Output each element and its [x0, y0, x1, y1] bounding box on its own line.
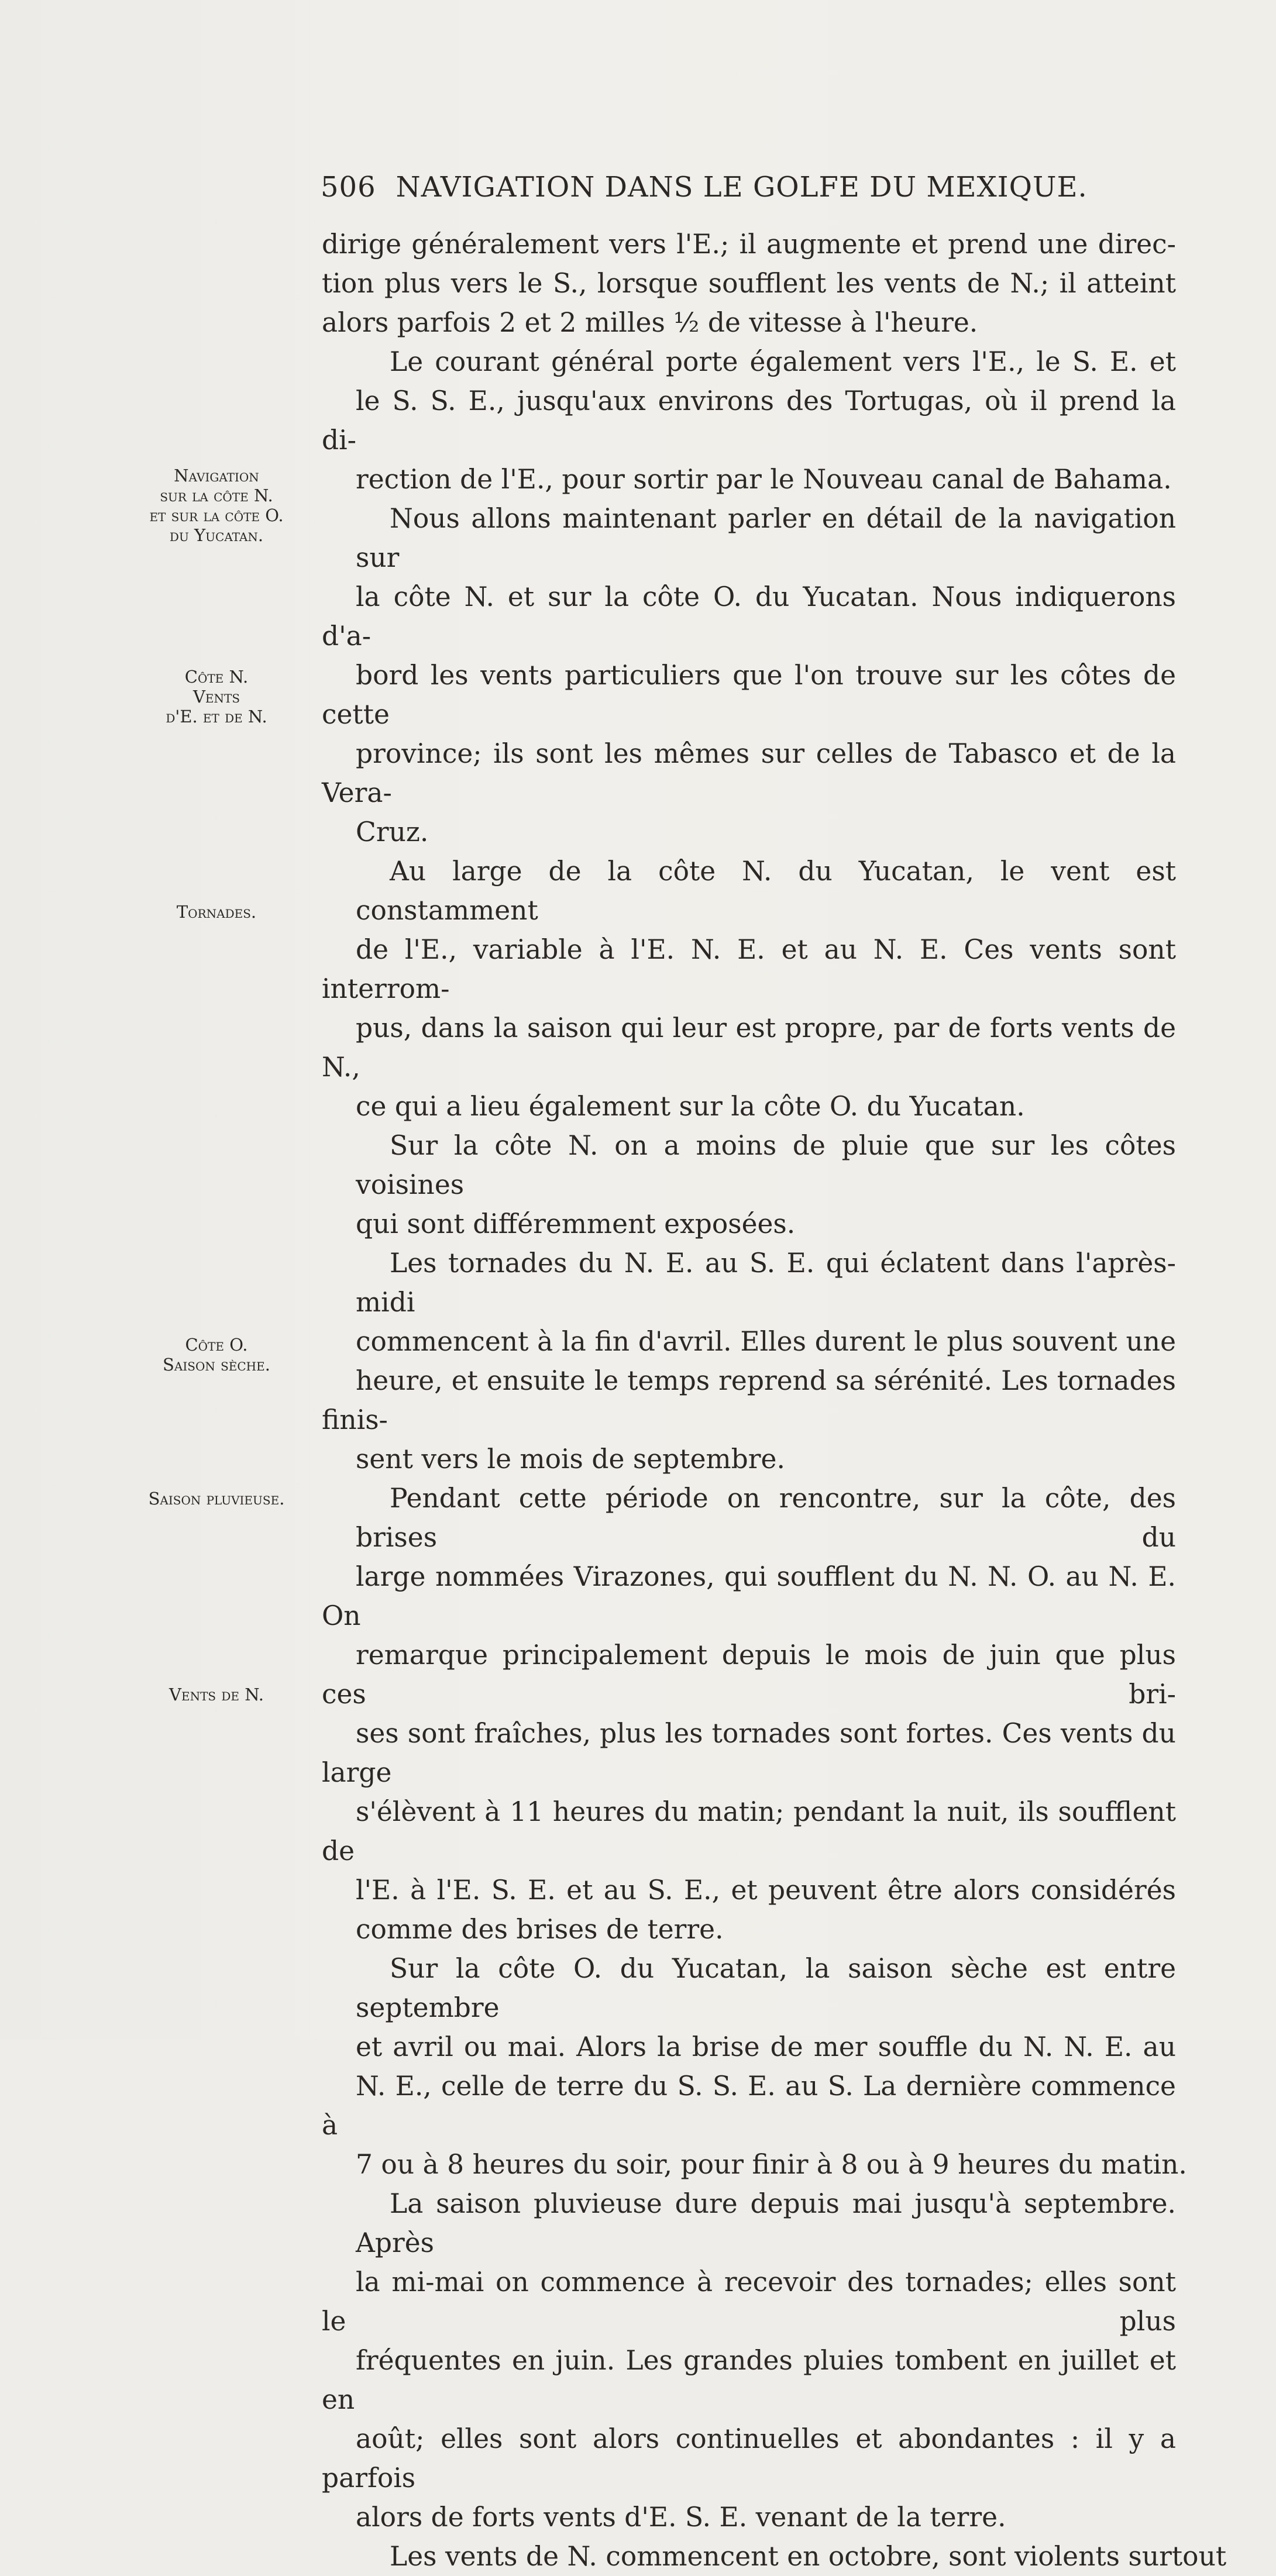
running-title: NAVIGATION DANS LE GOLFE DU MEXIQUE. [395, 171, 1088, 204]
text-line: ce qui a lieu également sur la côte O. du Yucatan. [356, 1091, 1025, 1122]
text-line: tion plus vers le S., lorsque soufflent les vents de N.; il atteint [322, 268, 1176, 299]
margin-note-line: Vents [192, 687, 240, 707]
text-line: remarque principalement depuis le mois de juin que plus ces bri- [322, 1640, 1176, 1710]
margin-note-cote-n [117, 667, 316, 726]
margin-note-line: Saison pluvieuse. [148, 1489, 285, 1509]
text-line: Le courant général porte également vers l'E., le S. E. et [390, 346, 1176, 377]
body-text [322, 225, 1227, 2576]
running-header [321, 171, 1175, 204]
text-line: comme des brises de terre. [356, 1914, 724, 1945]
text-line: alors parfois 2 et 2 milles ½ de vitesse à l'heure. [322, 307, 978, 338]
text-line: Sur la côte O. du Yucatan, la saison sèche est entre septembre [356, 1953, 1176, 2023]
text-line: fréquentes en juin. Les grandes pluies tombent en juillet et en [322, 2345, 1176, 2415]
text-line: de l'E., variable à l'E. N. E. et au N. E. Ces vents sont interrom- [322, 934, 1176, 1004]
text-line: rection de l'E., pour sortir par le Nouveau canal de Bahama. [356, 464, 1172, 495]
margin-note-line: Vents de N. [169, 1685, 264, 1704]
margin-note-line: Saison sèche. [163, 1355, 270, 1375]
text-line: août; elles sont alors continuelles et abondantes : il y a parfois [322, 2423, 1176, 2494]
margin-note-navigation [117, 466, 316, 545]
text-line: Nous allons maintenant parler en détail de la navigation sur [356, 503, 1176, 573]
text-line: heure, et ensuite le temps reprend sa sérénité. Les tornades finis- [322, 1365, 1176, 1435]
text-line: Sur la côte N. on a moins de pluie que sur les côtes voisines [356, 1130, 1176, 1200]
margin-note-saison-pluvieuse [117, 1489, 316, 1509]
text-line: large nommées Virazones, qui soufflent du N. N. O. au N. E. On [322, 1561, 1176, 1631]
text-line: sent vers le mois de septembre. [356, 1444, 785, 1475]
margin-note-line: du Yucatan. [169, 525, 264, 545]
margin-note-tornades [117, 902, 316, 922]
margin-note-line: d'E. et de N. [166, 707, 267, 726]
text-line: bord les vents particuliers que l'on trouve sur les côtes de cette [322, 660, 1176, 730]
text-line: Les vents de N. commencent en octobre, sont violents surtout [390, 2541, 1227, 2572]
paragraph [322, 2184, 1176, 2537]
paragraph [322, 1479, 1176, 1949]
margin-note-line: Côte O. [185, 1335, 248, 1355]
paragraph [322, 225, 1176, 342]
text-line: Au large de la côte N. du Yucatan, le vent est constamment [356, 856, 1176, 926]
margin-note-line: sur la côte N. [160, 485, 273, 505]
margin-note-line: Tornades. [176, 902, 257, 922]
margin-note-line: Côte N. [184, 667, 249, 687]
text-line: pus, dans la saison qui leur est propre, par de forts vents de N., [322, 1013, 1176, 1083]
margin-note-line: et sur la côte O. [149, 505, 284, 525]
paragraph [322, 1949, 1187, 2184]
text-line: ses sont fraîches, plus les tornades sont fortes. Ces vents du large [322, 1718, 1176, 1788]
text-line: s'élèvent à 11 heures du matin; pendant la nuit, ils soufflent de [322, 1796, 1176, 1866]
text-line: province; ils sont les mêmes sur celles de Tabasco et de la Vera- [322, 738, 1176, 808]
text-line: la mi-mai on commence à recevoir des tornades; elles sont le plus [322, 2267, 1176, 2337]
page-number: 506 [321, 171, 376, 204]
text-line: La saison pluvieuse dure depuis mai jusqu'à septembre. Après [356, 2188, 1176, 2258]
text-line: dirige généralement vers l'E.; il augmente et prend une direc- [322, 229, 1176, 260]
text-line: la côte N. et sur la côte O. du Yucatan. Nous indiquerons d'a- [322, 581, 1176, 652]
text-line: alors de forts vents d'E. S. E. venant de la terre. [356, 2502, 1006, 2533]
paragraph [322, 1244, 1176, 1479]
paragraph [322, 1126, 1176, 1244]
margin-note-cote-o [117, 1335, 316, 1375]
text-line: l'E. à l'E. S. E. et au S. E., et peuvent être alors considérés [356, 1875, 1176, 1906]
margin-note-vents-de-n [117, 1685, 316, 1704]
text-line: Cruz. [356, 817, 429, 848]
text-line: commencent à la fin d'avril. Elles durent le plus souvent une [356, 1326, 1176, 1357]
text-line: 7 ou à 8 heures du soir, pour finir à 8 ou à 9 heures du matin. [356, 2149, 1187, 2180]
text-line: Les tornades du N. E. au S. E. qui éclatent dans l'après-midi [356, 1248, 1176, 1318]
text-line: le S. S. E., jusqu'aux environs des Tortugas, où il prend la di- [322, 385, 1176, 456]
text-line: et avril ou mai. Alors la brise de mer souffle du N. N. E. au [356, 2031, 1176, 2062]
paragraph [322, 2537, 1227, 2576]
text-line: qui sont différemment exposées. [356, 1208, 796, 1239]
paragraph [322, 852, 1176, 1126]
text-line: N. E., celle de terre du S. S. E. au S. La dernière commence à [322, 2071, 1176, 2141]
paragraph [322, 342, 1176, 499]
paragraph [322, 499, 1176, 852]
margin-note-line: Navigation [174, 466, 259, 485]
text-line: Pendant cette période on rencontre, sur la côte, des brises du [356, 1483, 1176, 1553]
